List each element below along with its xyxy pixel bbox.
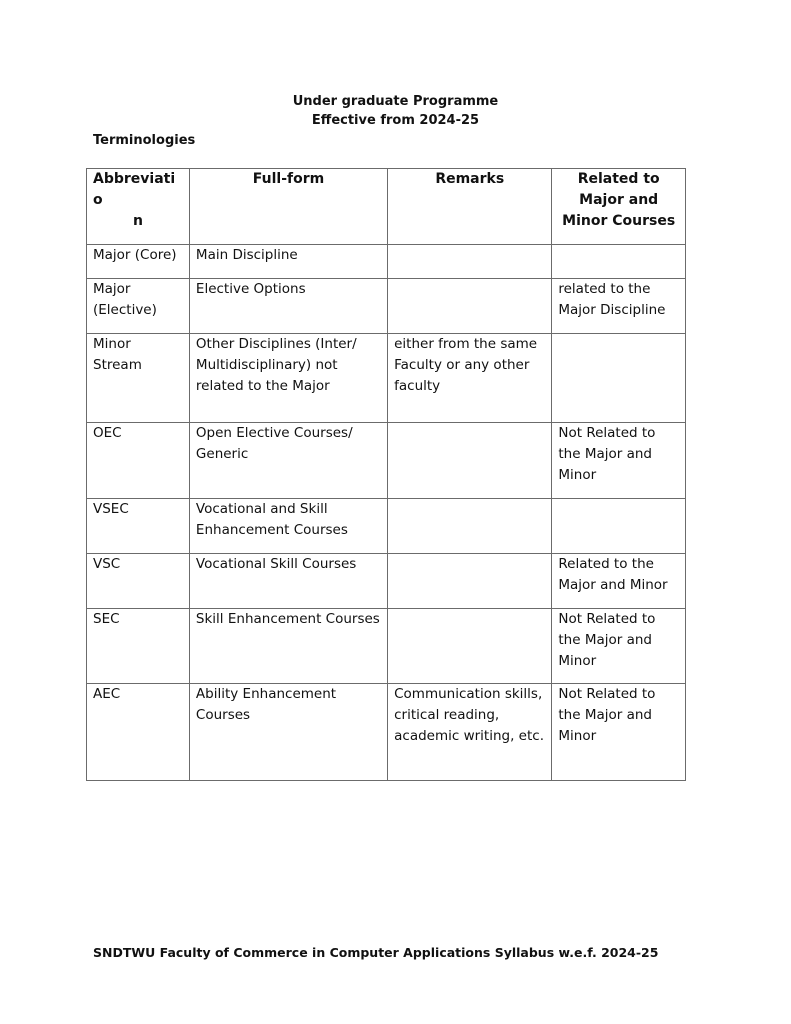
cell-related: Related to the Major and Minor bbox=[552, 554, 686, 609]
cell-abbreviation: Minor Stream bbox=[87, 334, 190, 423]
header-abbreviation bbox=[87, 169, 190, 245]
cell-abbreviation: SEC bbox=[87, 609, 190, 684]
cell-remarks bbox=[388, 279, 552, 334]
page-footer: SNDTWU Faculty of Commerce in Computer Applications Syllabus w.e.f. 2024-25 bbox=[93, 945, 659, 960]
cell-abbreviation: VSEC bbox=[87, 499, 190, 554]
header-related: Related to Major and Minor Courses bbox=[552, 169, 686, 245]
cell-abbreviation: VSC bbox=[87, 554, 190, 609]
cell-full-form: Vocational Skill Courses bbox=[189, 554, 387, 609]
cell-full-form: Skill Enhancement Courses bbox=[189, 609, 387, 684]
cell-full-form: Open Elective Courses/ Generic bbox=[189, 423, 387, 499]
cell-full-form: Main Discipline bbox=[189, 245, 387, 279]
cell-remarks bbox=[388, 423, 552, 499]
cell-full-form: Other Disciplines (Inter/ Multidisciplinary) not related to the Major bbox=[189, 334, 387, 423]
cell-related: Not Related to the Major and Minor bbox=[552, 609, 686, 684]
section-heading: Terminologies bbox=[93, 133, 196, 148]
cell-related: Not Related to the Major and Minor bbox=[552, 423, 686, 499]
cell-remarks: either from the same Faculty or any other faculty bbox=[388, 334, 552, 423]
document-title: Under graduate Programme bbox=[292, 94, 499, 109]
cell-remarks bbox=[388, 609, 552, 684]
header-abbreviation-part2: n bbox=[132, 213, 143, 229]
cell-abbreviation: Major (Core) bbox=[87, 245, 190, 279]
table-header-row bbox=[87, 169, 686, 245]
cell-full-form: Elective Options bbox=[189, 279, 387, 334]
cell-related bbox=[552, 245, 686, 279]
table-row bbox=[87, 609, 686, 684]
cell-related: Not Related to the Major and Minor bbox=[552, 684, 686, 781]
cell-full-form: Vocational and Skill Enhancement Courses bbox=[189, 499, 387, 554]
table-row bbox=[87, 684, 686, 781]
cell-abbreviation: AEC bbox=[87, 684, 190, 781]
cell-full-form: Ability Enhancement Courses bbox=[189, 684, 387, 781]
table-row bbox=[87, 334, 686, 423]
header-abbreviation-part1: Abbreviatio bbox=[93, 171, 176, 208]
table-row bbox=[87, 499, 686, 554]
cell-remarks bbox=[388, 499, 552, 554]
table-row bbox=[87, 279, 686, 334]
cell-remarks bbox=[388, 245, 552, 279]
cell-abbreviation: Major (Elective) bbox=[87, 279, 190, 334]
document-subtitle: Effective from 2024-25 bbox=[311, 113, 480, 128]
header-remarks: Remarks bbox=[388, 169, 552, 245]
table-row bbox=[87, 423, 686, 499]
cell-remarks bbox=[388, 554, 552, 609]
table-row bbox=[87, 245, 686, 279]
cell-abbreviation: OEC bbox=[87, 423, 190, 499]
cell-related bbox=[552, 334, 686, 423]
terminologies-table bbox=[86, 168, 686, 781]
cell-related bbox=[552, 499, 686, 554]
table-row bbox=[87, 554, 686, 609]
header-full-form: Full-form bbox=[189, 169, 387, 245]
cell-remarks: Communication skills, critical reading, academic writing, etc. bbox=[388, 684, 552, 781]
cell-related: related to the Major Discipline bbox=[552, 279, 686, 334]
